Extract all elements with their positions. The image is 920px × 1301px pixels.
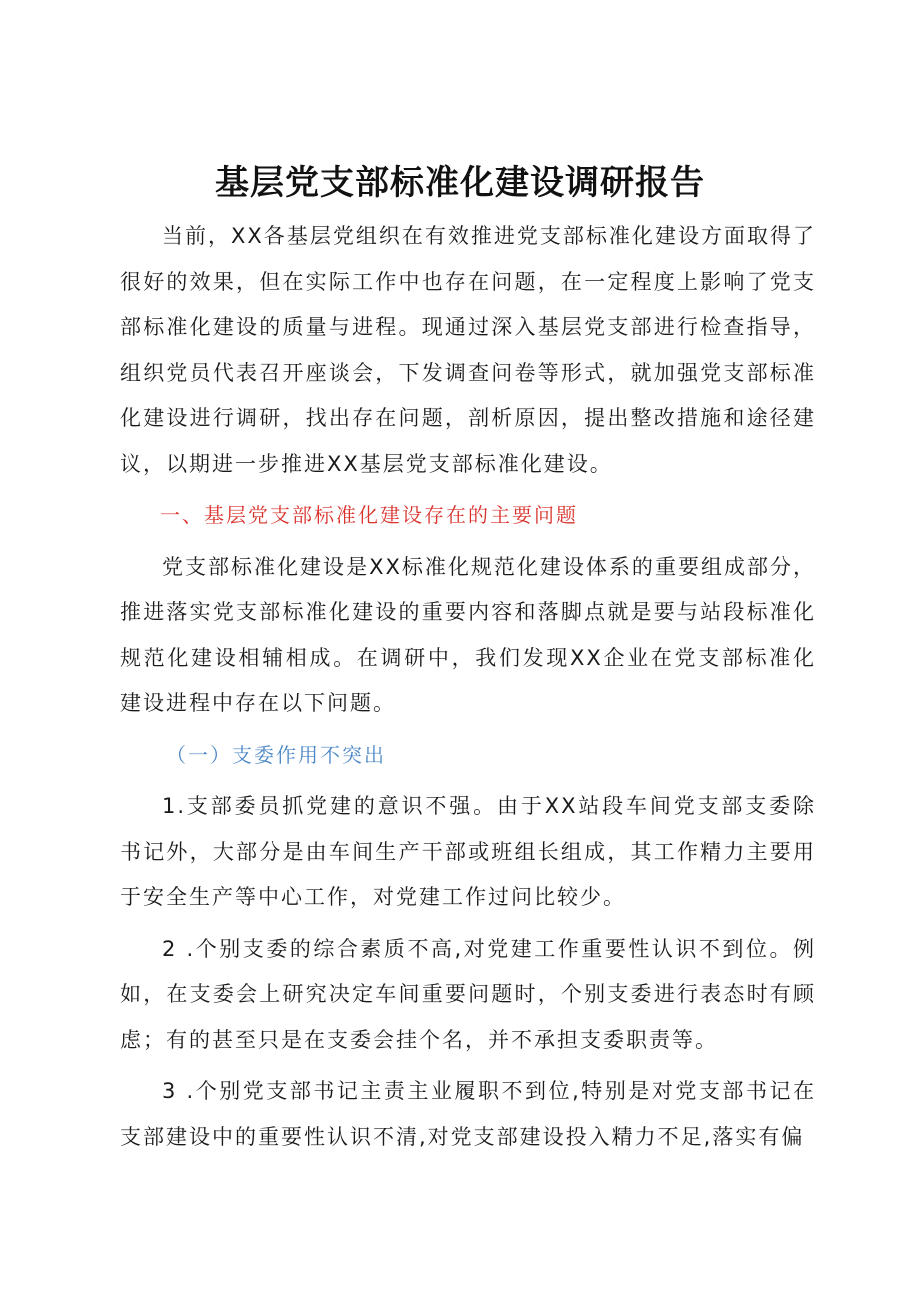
document-body [120,214,816,1160]
section-paragraph: 党支部标准化建设是XX标准化规范化建设体系的重要组成部分，推进落实党支部标准化建设的重要内容和落脚点就是要与站段标准化规范化建设相辅相成。在调研中，我们发现XX企业在党支部标准化建设进程中存在以下问题。 [120,554,816,715]
document-title: 基层党支部标准化建设调研报告 [215,163,705,203]
intro-paragraph: 当前，XX各基层党组织在有效推进党支部标准化建设方面取得了很好的效果，但在实际工作中也存在问题，在一定程度上影响了党支部标准化建设的质量与进程。现通过深入基层党支部进行检查指导，组织党员代表召开座谈会，下发调查问卷等形式，就加强党支部标准化建设进行调研，找出存在问题，剖析原因，提出整改措施和途径建议，以期进一步推进XX基层党支部标准化建设。 [120,224,816,476]
section-heading: 一、基层党支部标准化建设存在的主要问题 [160,503,578,527]
subsection-heading: （一）支委作用不突出 [166,742,386,767]
list-item: 3 .个别党支部书记主责主业履职不到位,特别是对党支部书记在支部建设中的重要性认识不清,对党支部建设投入精力不足,落实有偏 [120,1079,816,1149]
list-item: 1.支部委员抓党建的意识不强。由于XX站段车间党支部支委除书记外，大部分是由车间生产干部或班组长组成，其工作精力主要用于安全生产等中心工作，对党建工作过问比较少。 [120,794,816,909]
list-item: 2 .个别支委的综合素质不高,对党建工作重要性认识不到位。例如，在支委会上研究决定车间重要问题时，个别支委进行表态时有顾虑；有的甚至只是在支委会挂个名，并不承担支委职责等。 [120,936,816,1052]
